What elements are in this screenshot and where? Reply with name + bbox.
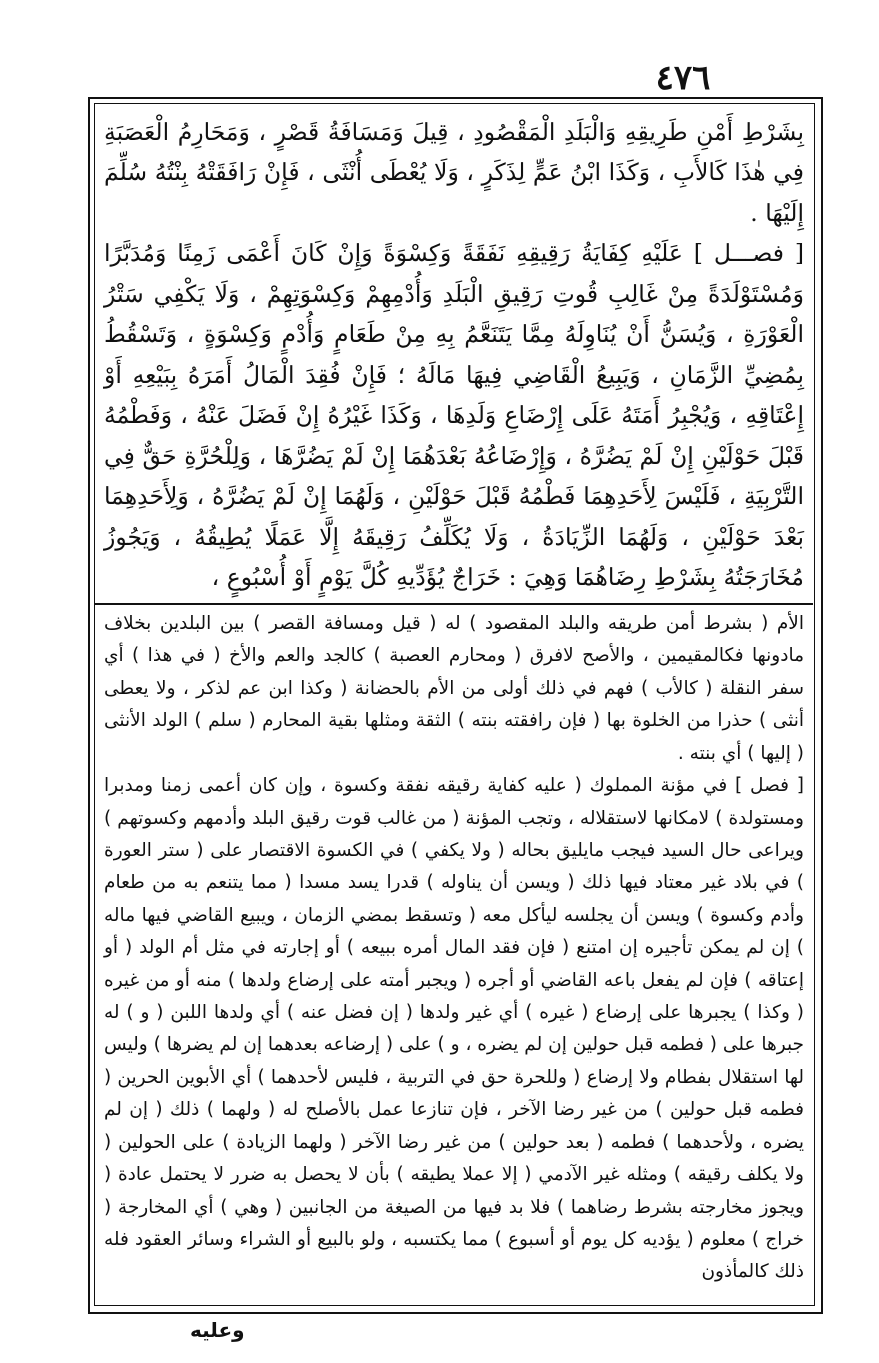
- section-divider: [94, 603, 813, 605]
- catchword: وعليه: [190, 1318, 245, 1342]
- commentary-paragraph: الأم ( بشرط أمن طريقه والبلد المقصود ) له ( قيل ومسافة القصر ) بين البلدين بخلاف مادونها فكالمقيمين ، والأصح لافرق ( ومحارم العصبة ) كالجد والعم والأخ ( في هذا ) أي سفر النقلة ( كالأب ) فهم في ذلك أولى من الأم بالحضانة ( وكذا ابن عم لذكر ، ولا يعطى أنثى ) حذرا من الخلوة بها ( فإن رافقته بنته ) الثقة ومثلها بقية المحارم ( سلم ) الولد الأنثى ( إليها ) أي بنته .: [104, 613, 804, 764]
- commentary-text-block: [104, 608, 804, 1302]
- commentary-paragraph: [ فصل ] في مؤنة المملوك ( عليه كفاية رقيقه نفقة وكسوة ، وإن كان أعمى زمنا ومدبرا ومستولدة ) لامكانها لاستقلاله ، وتجب المؤنة ( من غالب قوت رقيق البلد وأدمهم وكسوتهم ) ويراعى حال السيد فيجب مايليق بحاله ( ولا يكفي ) في الكسوة الاقتصار على ( ستر العورة ) في بلاد غير معتاد فيها ذلك ( ويسن أن يناوله ) قدرا يسد مسدا ( مما يتنعم به من طعام وأدم وكسوة ) ويسن أن يجلسه ليأكل معه ( وتسقط بمضي الزمان ، ويبيع القاضي فيها ماله ) إن لم يمكن تأجيره إن امتنع ( فإن فقد المال أمره ببيعه ) أو إجارته في مثل أم الولد ( أو إعتاقه ) فإن لم يفعل باعه القاضي أو أجره ( ويجبر أمته على إرضاع ولدها ) منه أو من غيره ( وكذا ) يجبرها على إرضاع ( غيره ) أي غير ولدها ( إن فضل عنه ) أي ولدها اللبن ( و ) له جبرها على ( فطمه قبل حولين إن لم يضره ، و ) على ( إرضاعه بعدهما إن لم يضرها ) وليس لها استقلال بفطام ولا إرضاع ( وللحرة حق في التربية ، فليس لأحدهما ) أي الأبوين الحرين ( فطمه قبل حولين ) من غير رضا الآخر ، فإن تنازعا عمل بالأصلح له ( ولهما ) ذلك ( إن لم يضره ، ولأحدهما ) فطمه ( بعد حولين ) من غير رضا الآخر ( ولهما الزيادة ) على الحولين ( ولا يكلف رقيقه ) ومثله غير الآدمي ( إلا عملا يطيقه ) بأن لا يحصل به ضرر لا يحتمل عادة ( ويجوز مخارجته بشرط رضاهما ) فلا بد فيها من الصيغة من الجانبين ( وهي ) أي المخارجة ( خراج ) معلوم ( يؤديه كل يوم أو أسبوع ) مما يكتسبه ، ولو بالبيع أو الشراء وسائر العقود فله ذلك كالمأذون: [104, 775, 804, 1283]
- page-number: ٤٧٦: [655, 58, 711, 98]
- main-text-paragraph: [ فصـــل ] عَلَيْهِ كِفَايَةُ رَقِيقِهِ نَفَقَةً وَكِسْوَةً وَإِنْ كَانَ أَعْمَى زَمِنًا وَمُدَبَّرًا وَمُسْتَوْلَدَةً مِنْ غَالِبِ قُوتِ رَقِيقِ الْبَلَدِ وَأُدْمِهِمْ وَكِسْوَتِهِمْ ، وَلَا يَكْفِي سَتْرُ الْعَوْرَةِ ، وَيُسَنُّ أَنْ يُنَاوِلَهُ مِمَّا يَتَنَعَّمُ بِهِ مِنْ طَعَامٍ وَأُدْمٍ وَكِسْوَةٍ ، وَتَسْقُطُ بِمُضِيِّ الزَّمَانِ ، وَيَبِيعُ الْقَاضِي فِيهَا مَالَهُ ؛ فَإِنْ فُقِدَ الْمَالُ أَمَرَهُ بِبَيْعِهِ أَوْ إِعْتَاقِهِ ، وَيُجْبِرُ أَمَتَهُ عَلَى إِرْضَاعِ وَلَدِهَا ، وَكَذَا غَيْرُهُ إِنْ فَضَلَ عَنْهُ ، وَفَطْمُهُ قَبْلَ حَوْلَيْنِ إِنْ لَمْ يَضُرَّهُ ، وَإِرْضَاعُهُ بَعْدَهُمَا إِنْ لَمْ يَضُرَّهَا ، وَلِلْحُرَّةِ حَقٌّ فِي التَّرْبِيَةِ ، فَلَيْسَ لِأَحَدِهِمَا فَطْمُهُ قَبْلَ حَوْلَيْنِ ، وَلَهُمَا إِنْ لَمْ يَضُرَّهُ ، وَلِأَحَدِهِمَا بَعْدَ حَوْلَيْنِ ، وَلَهُمَا الزِّيَادَةُ ، وَلَا يُكَلِّفُ رَقِيقَهُ إِلَّا عَمَلًا يُطِيقُهُ ، وَيَجُوزُ مُخَارَجَتُهُ بِشَرْطِ رِضَاهُمَا وَهِيَ : خَرَاجٌ يُؤَدِّيهِ كُلَّ يَوْمٍ أَوْ أُسْبُوعٍ ،: [104, 239, 804, 592]
- main-text-block: [104, 112, 804, 600]
- main-text-paragraph: بِشَرْطِ أَمْنِ طَرِيقِهِ وَالْبَلَدِ الْمَقْصُودِ ، قِيلَ وَمَسَافَةُ قَصْرٍ ، وَمَحَارِمُ الْعَصَبَةِ فِي هٰذَا كَالأَبِ ، وَكَذَا ابْنُ عَمٍّ لِذَكَرٍ ، وَلَا يُعْطَى أُنْثَى ، فَإِنْ رَافَقَتْهُ بِنْتُهُ سُلِّمَ إِلَيْهَا .: [104, 118, 804, 227]
